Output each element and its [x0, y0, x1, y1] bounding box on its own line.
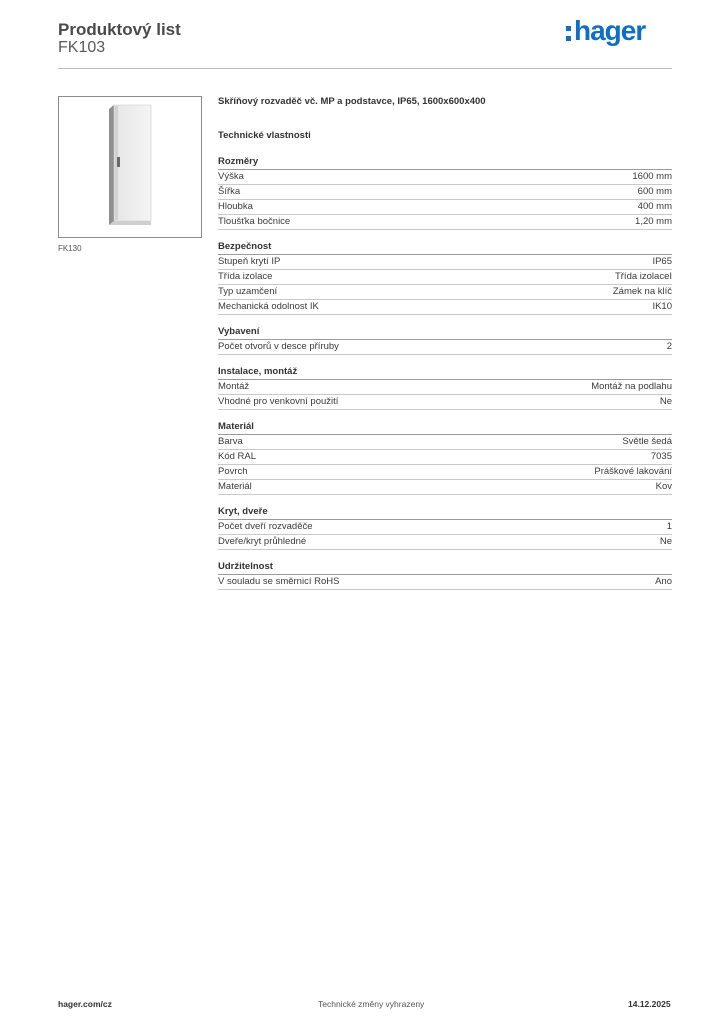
- spec-row: [218, 395, 672, 410]
- spec-label: Stupeň krytí IP: [218, 256, 281, 267]
- header-divider: [58, 68, 672, 69]
- spec-value: IK10: [652, 301, 672, 312]
- spec-row: [218, 575, 672, 590]
- spec-row: [218, 380, 672, 395]
- spec-row: [218, 450, 672, 465]
- spec-row: [218, 185, 672, 200]
- section-title: Materiál: [218, 420, 672, 435]
- spec-value: Montáž na podlahu: [591, 381, 672, 392]
- spec-value: Kov: [655, 481, 672, 492]
- spec-row: [218, 300, 672, 315]
- spec-label: Hloubka: [218, 201, 253, 212]
- spec-value: Práškové lakování: [594, 466, 672, 477]
- spec-label: Výška: [218, 171, 244, 182]
- section-gap: [218, 315, 672, 325]
- spec-row: [218, 170, 672, 185]
- product-image: [58, 96, 202, 238]
- spec-label: Barva: [218, 436, 243, 447]
- spec-row: [218, 480, 672, 495]
- logo-text: hager: [574, 15, 646, 46]
- section-gap: [218, 495, 672, 505]
- product-description: Skříňový rozvaděč vč. MP a podstavce, IP65, 1600x600x400: [218, 96, 486, 107]
- spec-label: Počet dveří rozvaděče: [218, 521, 313, 532]
- spec-label: Třída izolace: [218, 271, 273, 282]
- spec-value: 1600 mm: [632, 171, 672, 182]
- spec-value: 600 mm: [637, 186, 672, 197]
- spec-label: Tloušťka bočnice: [218, 216, 291, 227]
- spec-row: [218, 520, 672, 535]
- cabinet-image: [59, 97, 201, 237]
- spec-row: [218, 215, 672, 230]
- section-title: Vybavení: [218, 325, 672, 340]
- spec-value: 2: [666, 341, 672, 352]
- spec-row: [218, 285, 672, 300]
- spec-row: [218, 200, 672, 215]
- footer-date: 14.12.2025: [628, 999, 671, 1009]
- spec-label: Povrch: [218, 466, 248, 477]
- section-gap: [218, 410, 672, 420]
- specs-table: [218, 155, 672, 590]
- section-title: Rozměry: [218, 155, 672, 170]
- spec-label: Montáž: [218, 381, 250, 392]
- footer-website[interactable]: hager.com/cz: [58, 999, 112, 1009]
- spec-label: Dveře/kryt průhledné: [218, 536, 307, 547]
- section-title: Bezpečnost: [218, 240, 672, 255]
- section-gap: [218, 550, 672, 560]
- spec-value: Světle šedá: [622, 436, 672, 447]
- spec-row: [218, 465, 672, 480]
- image-caption: FK130: [58, 244, 82, 253]
- section-title: Kryt, dveře: [218, 505, 672, 520]
- hager-logo: [566, 15, 645, 47]
- spec-value: IP65: [652, 256, 672, 267]
- spec-value: Třída izolaceI: [614, 271, 672, 282]
- spec-value: 7035: [650, 451, 672, 462]
- technical-title: Technické vlastnosti: [218, 130, 311, 141]
- spec-row: [218, 535, 672, 550]
- page-title: Produktový list: [58, 20, 181, 39]
- spec-row: [218, 340, 672, 355]
- spec-value: Ne: [659, 396, 672, 407]
- section-title: Udržitelnost: [218, 560, 672, 575]
- section-gap: [218, 230, 672, 240]
- section-gap: [218, 355, 672, 365]
- spec-label: Typ uzamčení: [218, 286, 278, 297]
- footer-notice: Technické změny vyhrazeny: [318, 999, 425, 1009]
- spec-value: 1: [666, 521, 672, 532]
- spec-row: [218, 435, 672, 450]
- spec-value: Ne: [659, 536, 672, 547]
- logo-dots-icon: [566, 26, 571, 41]
- spec-value: 400 mm: [637, 201, 672, 212]
- spec-value: Ano: [655, 576, 672, 587]
- product-code: FK103: [58, 39, 106, 56]
- spec-label: V souladu se směrnicí RoHS: [218, 576, 340, 587]
- spec-value: Zámek na klíč: [612, 286, 672, 297]
- spec-row: [218, 270, 672, 285]
- section-title: Instalace, montáž: [218, 365, 672, 380]
- spec-label: Vhodné pro venkovní použití: [218, 396, 339, 407]
- spec-label: Mechanická odolnost IK: [218, 301, 319, 312]
- spec-label: Počet otvorů v desce příruby: [218, 341, 339, 352]
- spec-row: [218, 255, 672, 270]
- spec-value: 1,20 mm: [635, 216, 672, 227]
- spec-label: Materiál: [218, 481, 252, 492]
- spec-label: Kód RAL: [218, 451, 257, 462]
- spec-label: Šířka: [218, 186, 241, 197]
